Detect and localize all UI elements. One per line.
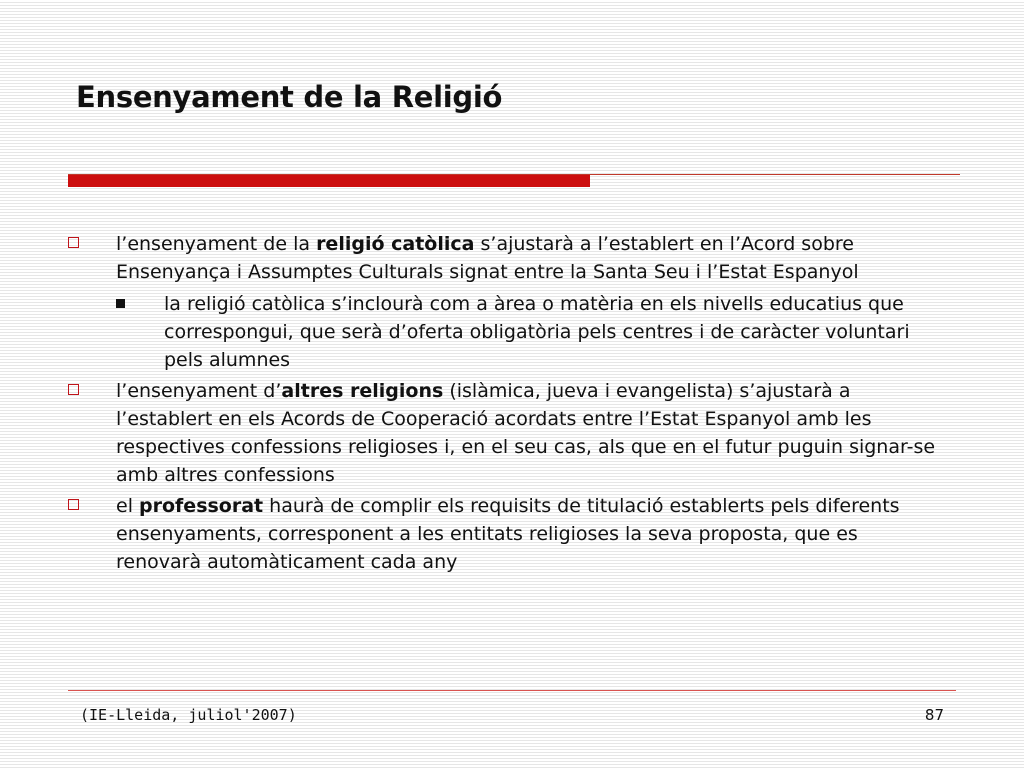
footer-divider bbox=[68, 690, 956, 691]
footer-source: (IE-Lleida, juliol'2007) bbox=[80, 706, 297, 724]
bullet-text-bold: altres religions bbox=[281, 380, 444, 402]
title-underline-thick bbox=[68, 175, 590, 187]
slide-title: Ensenyament de la Religió bbox=[76, 80, 503, 114]
bullet-text-pre: l’ensenyament d’ bbox=[116, 380, 282, 402]
slide-content bbox=[64, 230, 944, 579]
bullet-item-other-religions bbox=[64, 377, 944, 489]
bullet-text-pre: el bbox=[116, 495, 140, 517]
sub-bullet-item-catholic bbox=[64, 290, 944, 374]
bullet-text-bold: religió catòlica bbox=[316, 233, 475, 255]
bullet-text-post: (islàmica, jueva i evangelista) s’ajustarà a l’establert en els Acords de Cooperació acordats entre l’Estat Espanyol amb les respectives confessions religioses i, en el seu cas, als que en el futur puguin signar-se amb altres confessions bbox=[116, 380, 936, 486]
hollow-square-bullet-icon bbox=[68, 237, 79, 248]
bullet-text-post: haurà de complir els requisits de titulació establerts pels diferents ensenyaments, corresponent a les entitats religioses la seva proposta, que es renovarà automàticament cada any bbox=[116, 495, 900, 573]
hollow-square-bullet-icon bbox=[68, 384, 79, 395]
bullet-item-catholic bbox=[64, 230, 944, 286]
bullet-text-bold: professorat bbox=[139, 495, 264, 517]
bullet-text-pre: l’ensenyament de la bbox=[116, 233, 317, 255]
sub-bullet-text: la religió catòlica s’inclourà com a àrea o matèria en els nivells educatius que correspongui, que serà d’oferta obligatòria pels centres i de caràcter voluntari pels alumnes bbox=[164, 293, 910, 371]
hollow-square-bullet-icon bbox=[68, 499, 79, 510]
page-number: 87 bbox=[924, 706, 944, 724]
filled-square-bullet-icon bbox=[116, 299, 125, 308]
bullet-text-post: s’ajustarà a l’establert en l’Acord sobre Ensenyança i Assumptes Culturals signat entre la Santa Seu i l’Estat Espanyol bbox=[116, 233, 859, 283]
bullet-item-teachers bbox=[64, 492, 944, 576]
